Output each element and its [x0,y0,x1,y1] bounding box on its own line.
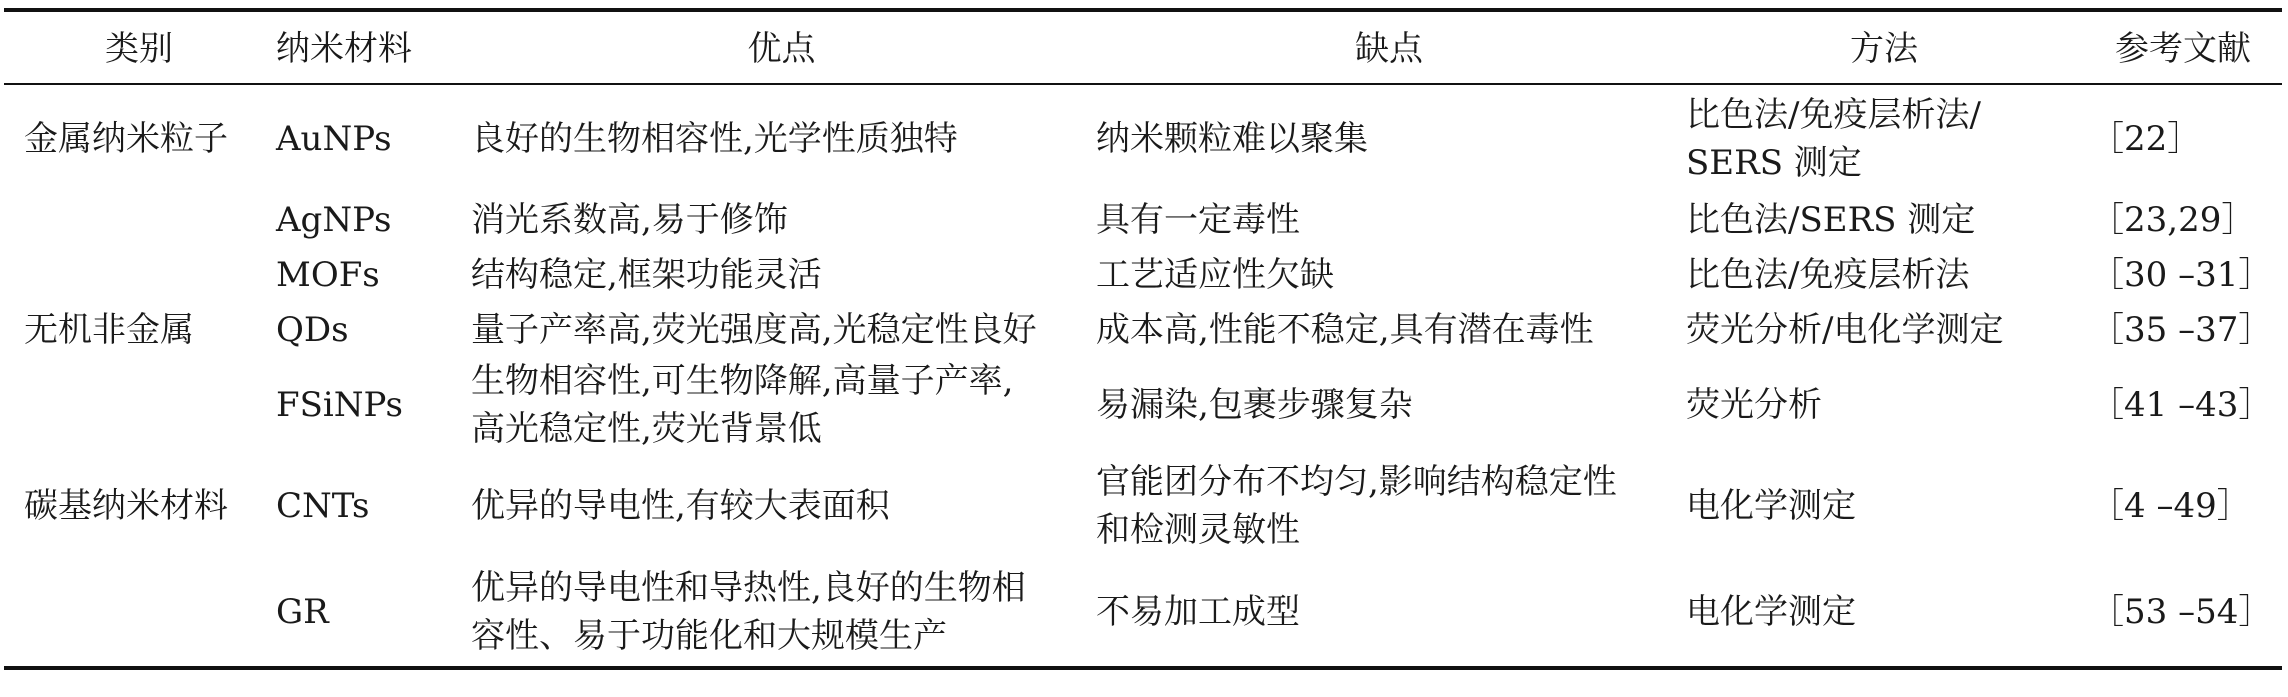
cell-disadvantages: 易漏染,包裹步骤复杂 [1096,385,1413,425]
cell-references: ［41 –43］ [2090,385,2273,425]
cell-line: 优异的导电性和导热性,良好的生物相 [471,568,1026,608]
cell-method: 比色法/免疫层析法 [1686,254,1970,295]
table-row [4,302,2282,357]
cell-references: ［22］ [2090,118,2202,159]
cell-method: 荧光分析 [1686,385,1822,425]
cell-references: ［35 –37］ [2090,309,2273,350]
header-references: 参考文献 [2084,10,2282,84]
cell-category: 碳基纳米材料 [24,485,228,526]
table-row [4,558,2282,668]
cell-disadvantages: 纳米颗粒难以聚集 [1096,118,1368,159]
cell-method: 电化学测定 [1684,558,2084,668]
cell-disadvantages: 工艺适应性欠缺 [1096,254,1334,295]
header-method: 方法 [1684,10,2084,84]
cell-material: FSiNPs [276,385,403,425]
cell-references: ［30 –31］ [2090,254,2273,295]
table-row [4,84,2282,192]
cell-category [4,558,274,668]
cell-advantages: 消光系数高,易于修饰 [471,199,788,240]
header-row [4,10,2282,84]
cell-advantages: 量子产率高,荧光强度高,光稳定性良好 [471,309,1037,350]
cell-advantages: 良好的生物相容性,光学性质独特 [471,118,958,159]
table-row [4,192,2282,247]
cell-references: ［4 –49］ [2090,485,2251,526]
cell-line: 高光稳定性,荧光背景低 [471,409,822,449]
header-material: 纳米材料 [274,10,469,84]
cell-category [4,357,274,453]
cell-disadvantages: 成本高,性能不稳定,具有潜在毒性 [1096,309,1594,350]
header-disadvantages: 缺点 [1094,10,1684,84]
cell-method: 比色法/SERS 测定 [1686,199,1976,240]
cell-advantages: 优异的导电性,有较大表面积 [471,485,890,526]
cell-disadvantages: 不易加工成型 [1094,558,1684,668]
header-advantages: 优点 [469,10,1094,84]
table-row [4,357,2282,453]
header-category: 类别 [4,10,274,84]
cell-references: ［23,29］ [2090,199,2256,240]
cell-category [4,192,274,247]
cell-line: 容性、易于功能化和大规模生产 [471,616,947,656]
cell-line: 生物相容性,可生物降解,高量子产率, [471,361,1014,401]
cell-line: 官能团分布不均匀,影响结构稳定性 [1096,461,1617,502]
cell-line: 和检测灵敏性 [1096,509,1300,550]
cell-category [4,247,274,302]
cell-advantages: 结构稳定,框架功能灵活 [471,254,822,295]
cell-material: MOFs [276,254,380,295]
cell-material: CNTs [276,485,370,526]
table-row [4,453,2282,558]
cell-material: AuNPs [276,118,392,159]
cell-disadvantages: 具有一定毒性 [1096,199,1300,240]
cell-material: AgNPs [276,199,392,240]
cell-line: 比色法/免疫层析法/ [1686,94,1981,135]
cell-material: GR [274,558,469,668]
cell-method: 荧光分析/电化学测定 [1686,309,2004,350]
cell-method [1684,84,2084,192]
cell-disadvantages [1094,453,1684,558]
cell-advantages [469,357,1094,453]
cell-advantages [469,558,1094,668]
cell-material: QDs [276,309,349,350]
cell-method: 电化学测定 [1686,485,1856,526]
cell-references: ［53 –54］ [2084,558,2282,668]
nanomaterials-comparison-table [4,8,2282,670]
cell-category: 金属纳米粒子 [24,118,228,159]
cell-category: 无机非金属 [24,309,194,350]
table-row [4,247,2282,302]
cell-line: SERS 测定 [1686,142,1862,183]
